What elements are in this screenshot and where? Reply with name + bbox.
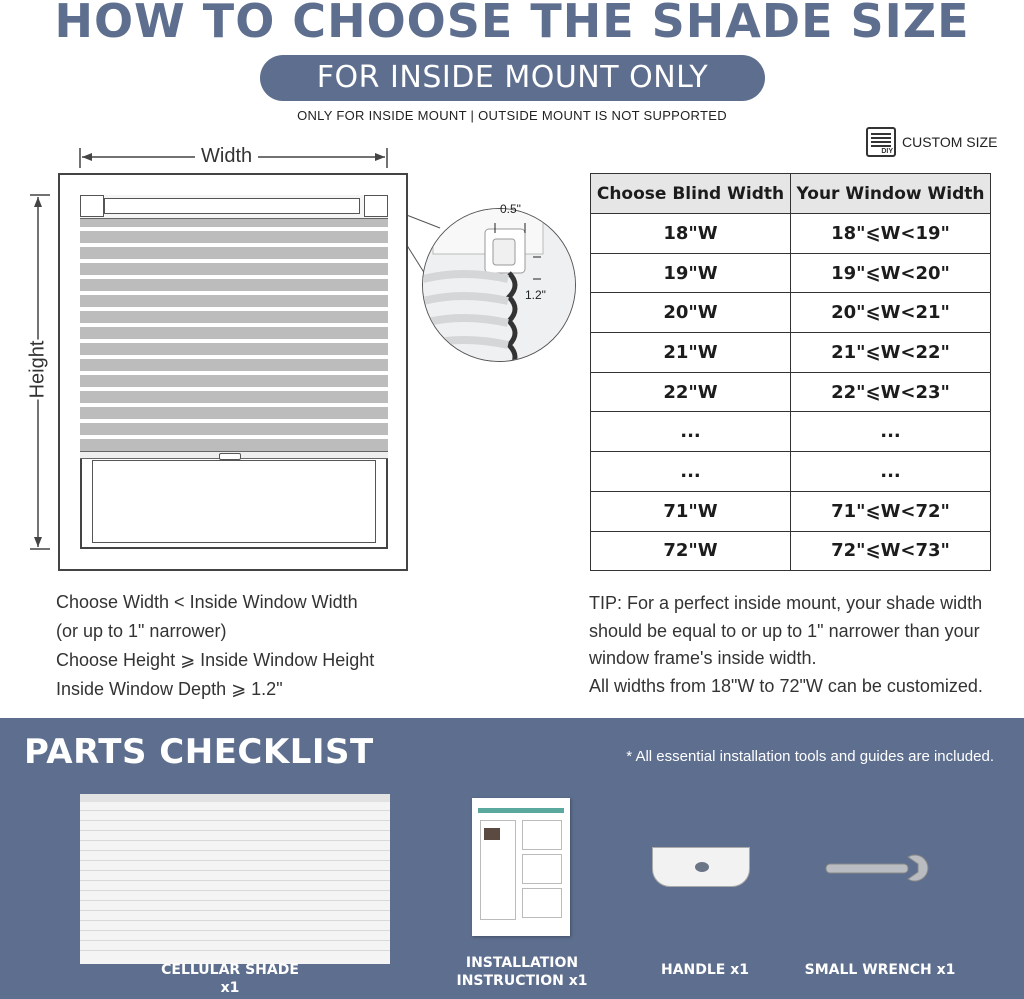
window-width-cell: 71"⩽W<72" xyxy=(791,491,991,531)
tip-text xyxy=(589,590,1019,700)
right-bracket xyxy=(364,195,388,217)
bracket-detail-drawing xyxy=(423,209,576,362)
cellular-shade-image xyxy=(80,794,390,964)
inside-mount-pill: FOR INSIDE MOUNT ONLY xyxy=(260,55,765,101)
part-caption-wrench: SMALL WRENCH x1 xyxy=(804,962,956,978)
custom-size-shade-icon xyxy=(866,127,896,157)
part-caption-handle: HANDLE x1 xyxy=(660,962,750,978)
blind-width-cell: 21"W xyxy=(591,333,791,373)
window-width-cell: 18"⩽W<19" xyxy=(791,214,991,254)
shade-handle xyxy=(219,453,241,460)
blind-width-cell: 72"W xyxy=(591,531,791,571)
table-row xyxy=(591,293,991,333)
part-caption-instruction: INSTALLATION INSTRUCTION x1 xyxy=(456,955,588,989)
table-row xyxy=(591,253,991,293)
blind-width-cell: ... xyxy=(591,412,791,452)
table-header-row xyxy=(591,174,991,214)
blind-width-cell: 22"W xyxy=(591,372,791,412)
parts-note: * All essential installation tools and guides are included. xyxy=(626,748,994,765)
table-row xyxy=(591,452,991,492)
window-width-cell: 22"⩽W<23" xyxy=(791,372,991,412)
window-width-cell: ... xyxy=(791,452,991,492)
bracket-depth-dimension: 1.2" xyxy=(525,288,546,302)
bracket-zoom-detail xyxy=(422,208,576,362)
rule-line: Inside Window Depth ⩾ 1.2" xyxy=(56,679,283,699)
window-width-cell: 19"⩽W<20" xyxy=(791,253,991,293)
blind-width-cell: 19"W xyxy=(591,253,791,293)
left-bracket xyxy=(80,195,104,217)
tip-line: All widths from 18"W to 72"W can be customized. xyxy=(589,675,983,696)
window-width-cell: ... xyxy=(791,412,991,452)
blind-width-cell: 71"W xyxy=(591,491,791,531)
instruction-booklet-image xyxy=(472,798,570,936)
tip-line: TIP: For a perfect inside mount, your shade width xyxy=(589,593,983,613)
column-header-blind-width: Choose Blind Width xyxy=(591,174,791,214)
rule-line: Choose Width < Inside Window Width xyxy=(56,592,358,612)
parts-checklist-panel xyxy=(0,718,1024,999)
table-row xyxy=(591,491,991,531)
window-pane xyxy=(92,460,376,543)
headrail-bar xyxy=(104,198,360,214)
cellular-shade-pleats xyxy=(80,219,388,451)
table-row xyxy=(591,333,991,373)
table-row xyxy=(591,412,991,452)
mount-subtitle: ONLY FOR INSIDE MOUNT | OUTSIDE MOUNT IS NOT SUPPORTED xyxy=(297,108,727,123)
column-header-window-width: Your Window Width xyxy=(791,174,991,214)
table-row xyxy=(591,372,991,412)
custom-size-badge xyxy=(866,127,997,157)
blind-width-cell: 20"W xyxy=(591,293,791,333)
bracket-width-dimension: 0.5" xyxy=(500,202,521,216)
measuring-rules xyxy=(56,588,374,704)
rule-line: Choose Height ⩾ Inside Window Height xyxy=(56,650,375,670)
size-table xyxy=(590,173,991,571)
window-width-cell: 20"⩽W<21" xyxy=(791,293,991,333)
parts-checklist-title: PARTS CHECKLIST xyxy=(24,732,374,772)
shade-headrail xyxy=(80,195,388,219)
height-label: Height xyxy=(26,340,49,399)
wrench-image xyxy=(824,853,936,883)
tip-line: window frame's inside width. xyxy=(589,648,817,668)
table-row xyxy=(591,531,991,571)
part-caption-shade: CELLULAR SHADE x1 xyxy=(161,962,299,996)
width-label: Width xyxy=(195,145,258,168)
window-width-cell: 72"⩽W<73" xyxy=(791,531,991,571)
tip-line: should be equal to or up to 1" narrower than your xyxy=(589,620,980,641)
blind-width-cell: 18"W xyxy=(591,214,791,254)
blind-width-cell: ... xyxy=(591,452,791,492)
handle-image xyxy=(652,847,750,887)
table-row xyxy=(591,214,991,254)
window-width-cell: 21"⩽W<22" xyxy=(791,333,991,373)
diy-label: DIY xyxy=(881,148,893,155)
page-title: HOW TO CHOOSE THE SHADE SIZE xyxy=(54,0,970,48)
rule-line: (or up to 1" narrower) xyxy=(56,621,227,641)
custom-size-label: CUSTOM SIZE xyxy=(902,134,998,150)
